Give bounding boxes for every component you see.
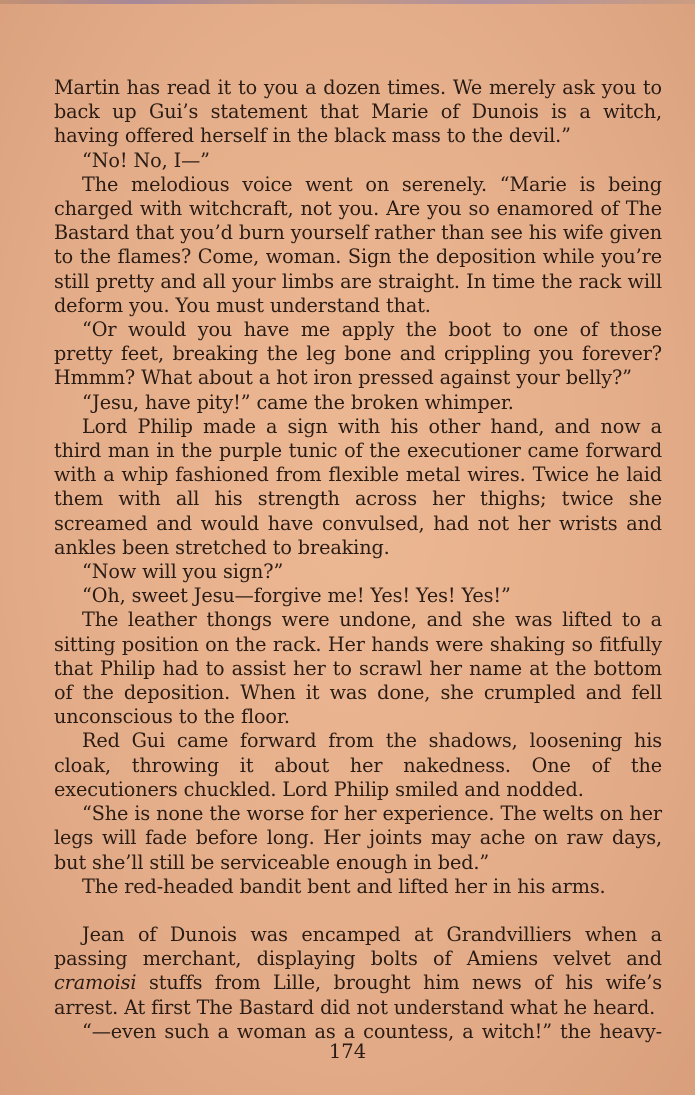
paragraph: The melodious voice went on serenely. “Marie is being charged with witchcraft, not you. Are you so enamored of The Bastard that you’d burn yourself rather than see his wife given to the flames? Come, woman. Sign the deposition while you’re still pretty and all your limbs are straight. In time the rack will deform you. You must understand that. <box>54 172 662 317</box>
paragraph-continuation: Martin has read it to you a dozen times. We merely ask you to back up Gui’s statement that Marie of Dunois is a witch, having offered herself in the black mass to the devil.” <box>54 76 662 148</box>
page-number: 174 <box>328 1040 367 1063</box>
paragraph: Red Gui came forward from the shadows, loosening his cloak, throwing it about her nakedness. One of the executioners chuckled. Lord Philip smiled and nodded. <box>54 729 662 801</box>
paragraph: The leather thongs were undone, and she was lifted to a sitting position on the rack. Her hands were shaking so fitfully that Philip had to assist her to scrawl her name at the bottom of the deposition. When it was done, she crumpled and fell unconscious to the floor. <box>54 608 662 729</box>
paragraph-text: Jean of Dunois was encamped at Grandvilliers when a passing merchant, displaying bolts of Amiens velvet and <box>54 922 662 971</box>
paragraph: “No! No, I—” <box>82 148 210 172</box>
page-top-edge <box>0 0 695 4</box>
paragraph: “Jesu, have pity!” came the broken whimper. <box>82 390 514 414</box>
paragraph: “She is none the worse for her experience. The welts on her legs will fade before long. Her joints may ache on raw days, but she’ll still be serviceable enough in bed.” <box>54 802 662 874</box>
section-break-paragraph <box>54 923 662 1020</box>
paragraph: “Now will you sign?” <box>82 560 284 584</box>
body-text <box>54 76 662 1044</box>
paragraph: The red-headed bandit bent and lifted her in his arms. <box>82 874 606 898</box>
paragraph-text: stuffs from Lille, brought him news of his wife’s arrest. At first The Bastard did not understand what he heard. <box>54 971 662 1019</box>
paragraph: “Or would you have me apply the boot to one of those pretty feet, breaking the leg bone and crippling you forever? Hmmm? What about a hot iron pressed against your belly?” <box>54 318 662 390</box>
paragraph: Lord Philip made a sign with his other hand, and now a third man in the purple tunic of the executioner came forward with a whip fashioned from flexible metal wires. Twice he laid them with all his strength across her thighs; twice she screamed and would have convulsed, had not her wrists and ankles been stretched to breaking. <box>54 414 662 559</box>
paragraph-continues-next-page: “—even such a woman as a countess, a witch!” the heavy- <box>82 1019 662 1043</box>
italic-word: cramoisi <box>54 971 137 995</box>
paragraph: “Oh, sweet Jesu—forgive me! Yes! Yes! Yes!” <box>82 584 511 608</box>
